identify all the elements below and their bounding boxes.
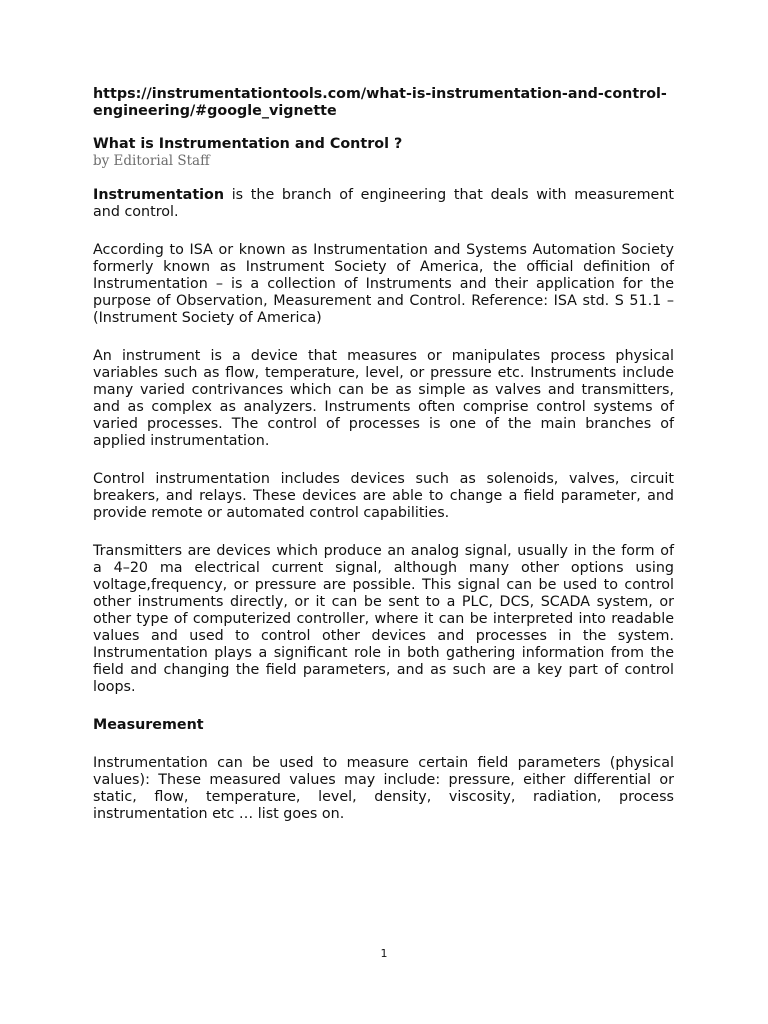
source-url: https://instrumentationtools.com/what-is-instrumentation-and-control-engineering/#google_vignette — [93, 86, 667, 119]
article-title: What is Instrumentation and Control ? — [93, 136, 403, 152]
paragraph-instrument: An instrument is a device that measures or manipulates process physical variables such as flow, temperature, level, or pressure etc. Instruments include many varied contrivances which can be as simple as valves and transmitters, and as complex as analyzers. Instruments often comprise control systems of varied processes. The control of processes is one of the main branches of applied instrumentation. — [93, 348, 674, 449]
paragraph-transmitters: Transmitters are devices which produce an analog signal, usually in the form of a 4–20 ma electrical current signal, although many other options using voltage,frequency, or pressure are possible. This signal can be used to control other instruments directly, or it can be sent to a PLC, DCS, SCADA system, or other type of computerized controller, where it can be interpreted into readable values and used to control other devices and processes in the system. Instrumentation plays a significant role in both gathering information from the field and changing the field parameters, and as such are a key part of control loops. — [93, 543, 674, 695]
paragraph-definition-text: is the branch of engineering that deals with measurement and control. — [93, 187, 674, 220]
paragraph-isa: According to ISA or known as Instrumentation and Systems Automation Society formerly known as Instrument Society of America, the official definition of Instrumentation – is a collection of Instruments and their application for the purpose of Observation, Measurement and Control. Reference: ISA std. S 51.1 – (Instrument Society of America) — [93, 242, 674, 326]
paragraph-control-instrumentation: Control instrumentation includes devices such as solenoids, valves, circuit breakers, and relays. These devices are able to change a field parameter, and provide remote or automated control capabilities. — [93, 471, 674, 521]
document-page — [93, 86, 674, 823]
heading-measurement: Measurement — [93, 717, 204, 733]
term-instrumentation: Instrumentation — [93, 187, 225, 203]
page-number: 1 — [380, 947, 388, 960]
paragraph-measurement: Instrumentation can be used to measure certain field parameters (physical values): These measured values may include: pressure, either differential or static, flow, temperature, level, density, viscosity, radiation, process instrumentation etc … list goes on. — [93, 755, 674, 822]
article-byline: by Editorial Staff — [93, 153, 210, 169]
paragraph-definition — [93, 187, 674, 221]
